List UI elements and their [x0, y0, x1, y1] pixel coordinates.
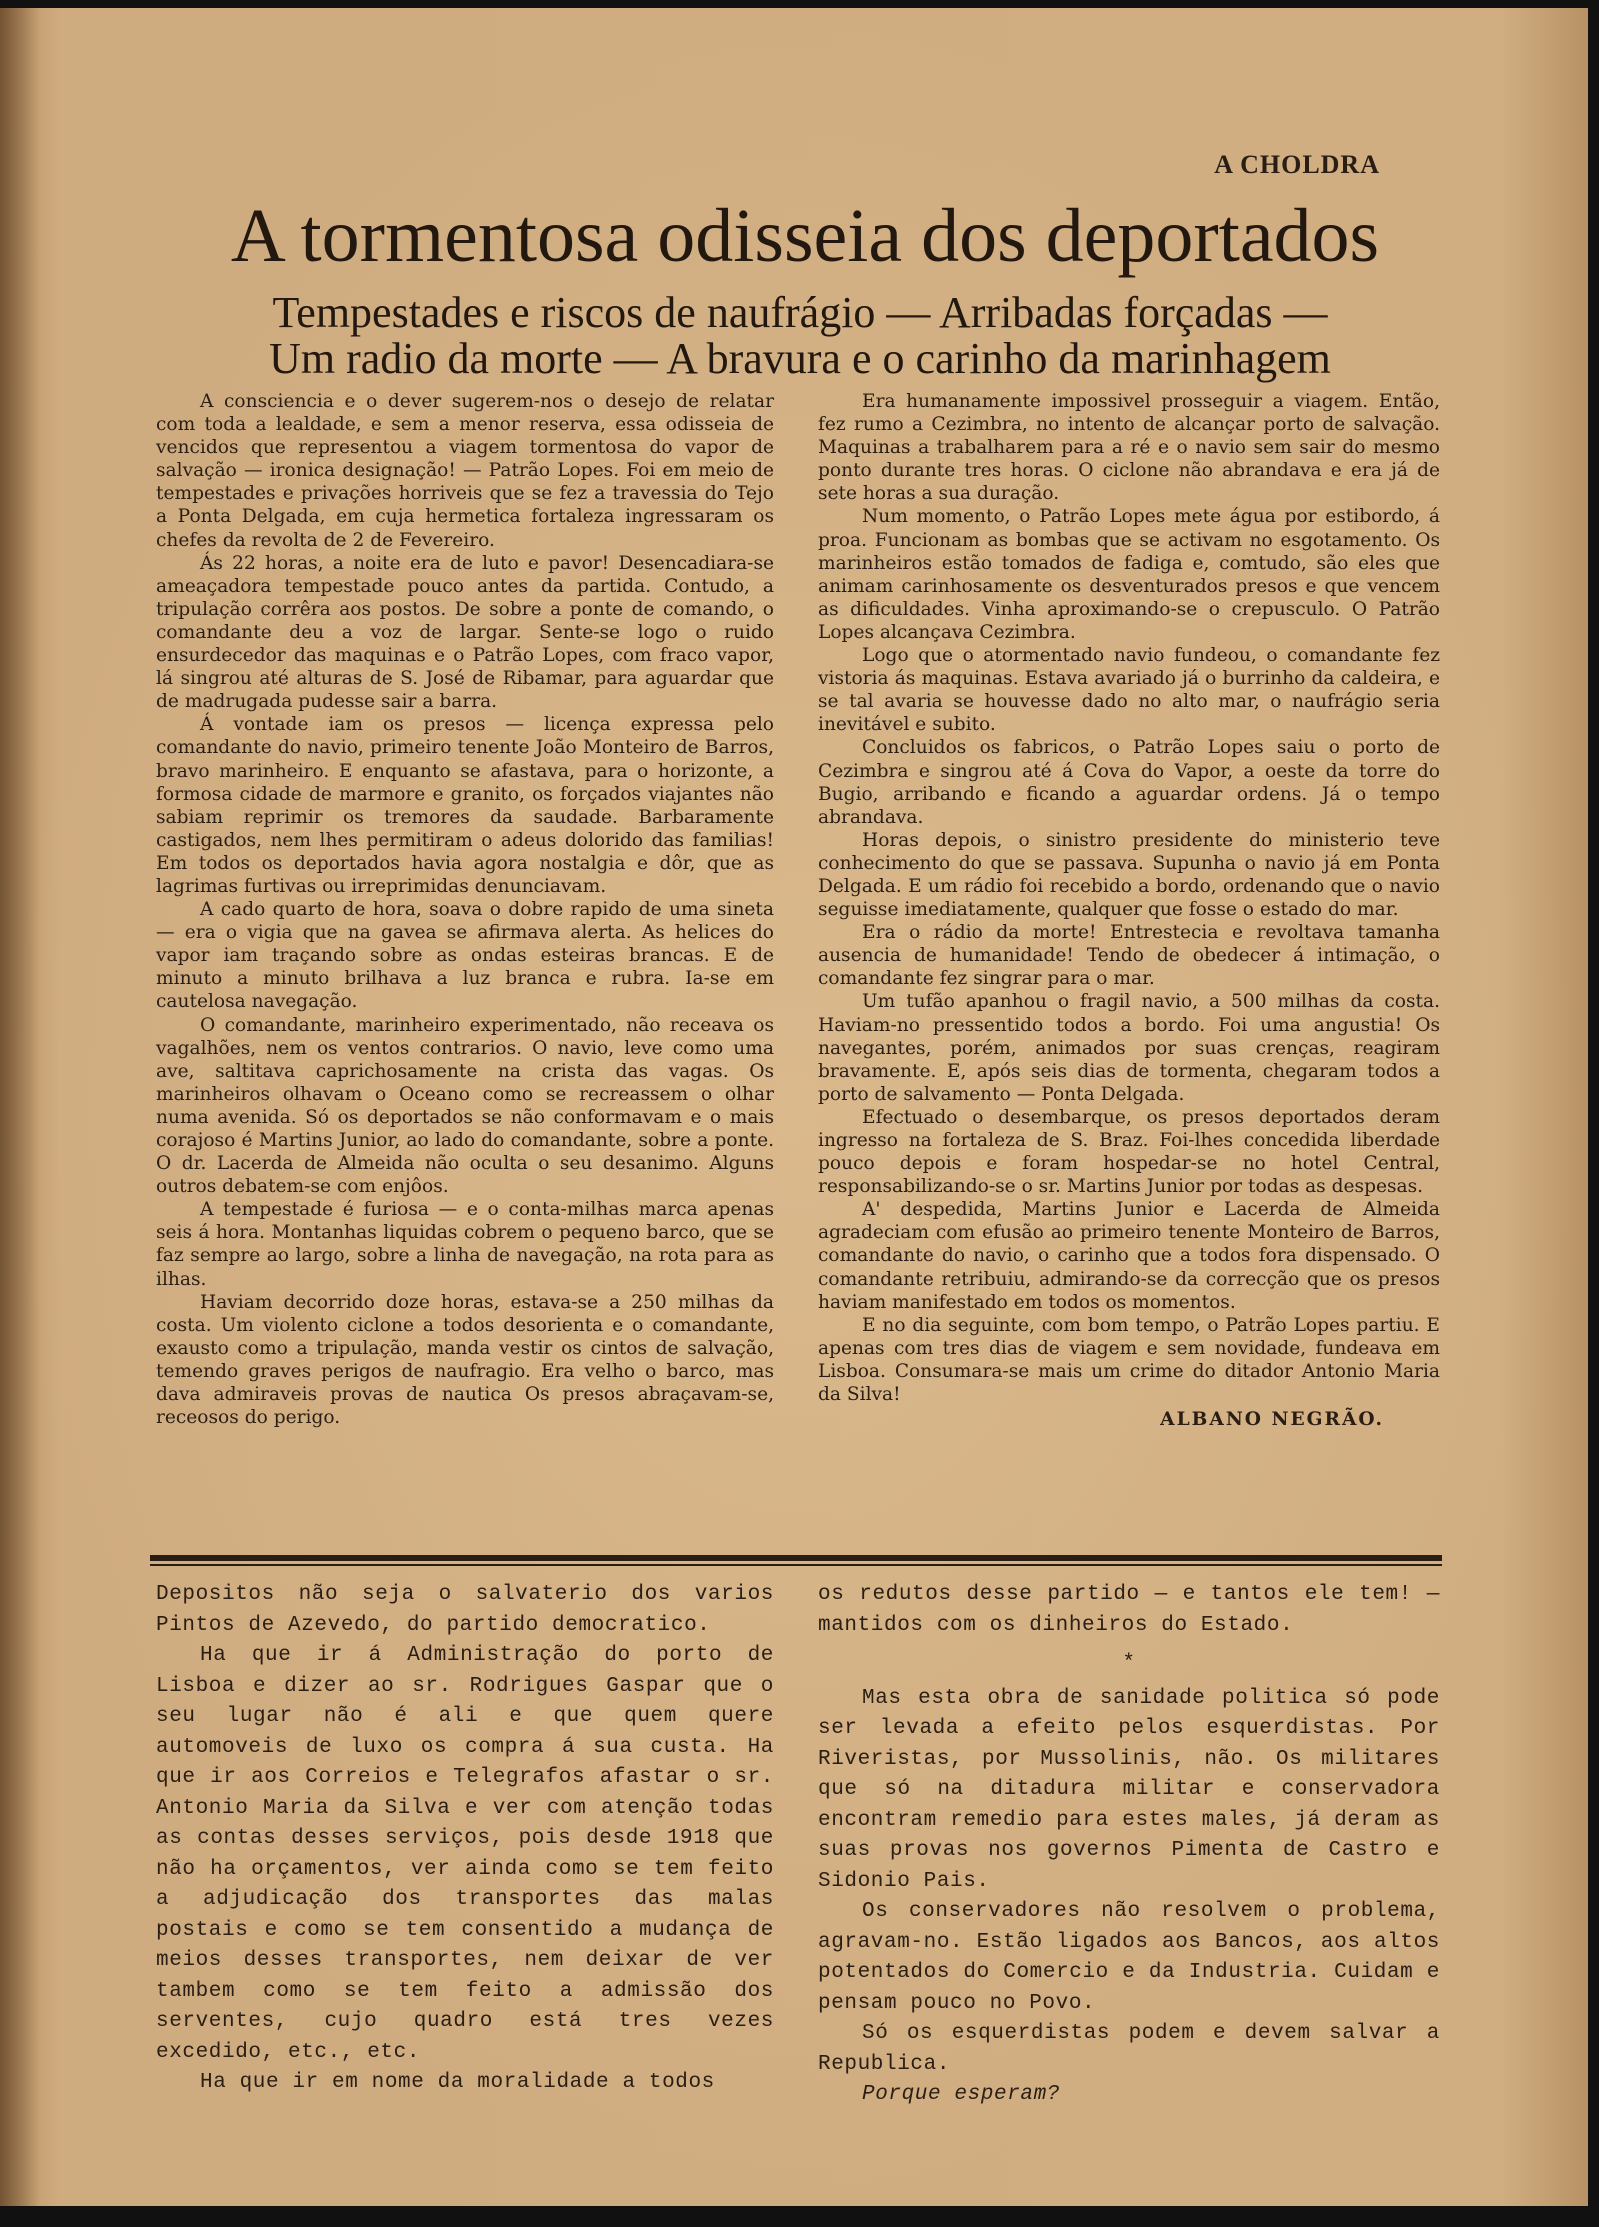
article-paragraph: Efectuado o desembarque, os presos deportados deram ingresso na fortaleza de S. Braz. Foi-lhes concedida liberdade pouco depois e foram hospedar-se no hotel Central, responsabilizando-se o sr. Martins Junior por todas as despesas.: [818, 1106, 1440, 1198]
article-paragraph: A tempestade é furiosa — e o conta-milhas marca apenas seis á hora. Montanhas liquidas cobrem o pequeno barco, que se faz sempre ao largo, sobre a linha de navegação, na rota para as ilhas.: [156, 1199, 774, 1290]
lower-column-left: [156, 1580, 774, 2094]
article-column-left: [156, 390, 774, 1545]
closing-question: Porque esperam?: [862, 2083, 1061, 2106]
article-paragraph: Concluidos os fabricos, o Patrão Lopes saiu o porto de Cezimbra e singrou até á Cova do Vapor, a oeste da torre do Bugio, arribando e ficando a aguardar ordens. Já o tempo abrandava.: [818, 737, 1440, 828]
lower-paragraph: Ha que ir á Administração do porto de Lisboa e dizer ao sr. Rodrigues Gaspar que o seu lugar não é ali e que quem quere automoveis de luxo os compra á sua custa. Ha que ir aos Correios e Telegrafos afastar o sr. Antonio Maria da Silva e ver com atenção todas as contas desses serviços, pois desde 1918 que não ha orçamentos, ver ainda como se tem feito a adjudicação dos transportes das malas postais e como se tem consentido a mudança de meios desses transportes, nem deixar de ver tambem como se tem feito a admissão dos serventes, cujo quadro está tres vezes excedido, etc., etc.: [156, 1644, 774, 2064]
lower-paragraph: Ha que ir em nome da moralidade a todos: [200, 2071, 715, 2094]
lower-paragraph: os redutos desse partido — e tantos ele tem! — mantidos com os dinheiros do Estado.: [818, 1583, 1440, 1637]
article-paragraph: Num momento, o Patrão Lopes mete água por estibordo, á proa. Funcionam as bombas que se activam no esgotamento. Os marinheiros estão tomados de fadiga e, comtudo, são eles que animam carinhosamente os desventurados presos e que vencem as dificuldades. Vinha aproximando-se o crepusculo. O Patrão Lopes alcançava Cezimbra.: [818, 506, 1440, 643]
article-paragraph: A' despedida, Martins Junior e Lacerda de Almeida agradeciam com efusão ao primeiro tenente Monteiro de Barros, comandante do navio, o carinho que a todos fora dispensado. O comandante retribuiu, admirando-se da correcção que os presos haviam manifestado em todos os momentos.: [818, 1199, 1440, 1313]
article-subheadline: [200, 290, 1400, 382]
lower-paragraph: Os conservadores não resolvem o problema, agravam-no. Estão ligados aos Bancos, aos altos potentados do Comercio e da Industria. Cuidam e pensam pouco no Povo.: [818, 1900, 1440, 2015]
newspaper-page: [0, 8, 1588, 2206]
article-paragraph: O comandante, marinheiro experimentado, não receava os vagalhões, nem os ventos contrarios. O navio, leve como uma ave, saltitava caprichosamente na crista das vagas. Os marinheiros olhavam o Oceano como se recreassem o olhar numa avenida. Só os deportados se não conformavam e o mais corajoso é Martins Junior, ao lado do comandante, sobre a ponte. O dr. Lacerda de Almeida não oculta o seu desanimo. Alguns outros debatem-se com enjôos.: [156, 1014, 774, 1198]
running-head: A CHOLDRA: [1214, 150, 1380, 179]
article-paragraph: Haviam decorrido doze horas, estava-se a 250 milhas da costa. Um violento ciclone a todos desorienta e o comandante, exausto como a tripulação, manda vestir os cintos de salvação, temendo graves perigos de naufragio. Era velho o barco, mas dava admiraveis provas de nautica Os presos abraçavam-se, receosos do perigo.: [156, 1291, 774, 1429]
article-column-right: [818, 390, 1440, 1545]
article-signature: ALBANO NEGRÃO.: [1160, 1409, 1384, 1431]
article-paragraph: A cado quarto de hora, soava o dobre rapido de uma sineta — era o vigia que na gavea se afirmava alerta. As helices do vapor iam traçando sobre as ondas esteiras brancas. E de minuto a minuto brilhava a luz branca e rubra. Ia-se em cautelosa navegação.: [156, 899, 774, 1013]
subheadline-line-1: Tempestades e riscos de naufrágio — Arribadas forçadas —: [272, 288, 1328, 337]
article-paragraph: Era o rádio da morte! Entrestecia e revoltava tamanha ausencia de humanidade! Tendo de obedecer á intimação, o comandante fez singrar para o mar.: [818, 922, 1440, 990]
article-paragraph: E no dia seguinte, com bom tempo, o Patrão Lopes partiu. E apenas com tres dias de viagem e sem novidade, fundeava em Lisboa. Consumara-se mais um crime do ditador Antonio Maria da Silva!: [818, 1314, 1440, 1406]
article-paragraph: Ás 22 horas, a noite era de luto e pavor! Desencadiara-se ameaçadora tempestade pouco antes da partida. Contudo, a tripulação corrêra aos postos. De sobre a ponte de comando, o comandante deu a voz de largar. Sente-se logo o ruido ensurdecedor das maquinas e o Patrão Lopes, com fraco vapor, lá singrou até alturas de S. José de Ribamar, para aguardar que de madrugada pudesse sair a barra.: [156, 552, 774, 713]
article-paragraph: Logo que o atormentado navio fundeou, o comandante fez vistoria ás maquinas. Estava avariado já o burrinho da caldeira, e se tal avaria se houvesse dado no alto mar, o naufrágio seria inevitável e subito.: [818, 645, 1440, 736]
lower-column-right: [818, 1580, 1440, 2106]
section-divider-heavy: [150, 1555, 1442, 1561]
article-paragraph: Um tufão apanhou o fragil navio, a 500 milhas da costa. Haviam-no pressentido todos a bordo. Foi uma angustia! Os navegantes, porém, animados por suas crenças, reagiram bravamente. E, após seis dias de tormenta, chegaram todos a porto de salvamento — Ponta Delgada.: [818, 991, 1440, 1105]
article-paragraph: Horas depois, o sinistro presidente do ministerio teve conhecimento do que se passava. Supunha o navio já em Ponta Delgada. E um rádio foi recebido a bordo, ordenando que o navio seguisse imediatamente, qualquer que fosse o estado do mar.: [818, 829, 1440, 921]
section-divider-thin: [150, 1564, 1442, 1566]
article-headline: A tormentosa odisseia dos deportados: [230, 194, 1380, 278]
page-fold-shadow: [0, 8, 40, 2206]
lower-paragraph: Só os esquerdistas podem e devem salvar a Republica.: [818, 2022, 1440, 2076]
article-paragraph: Á vontade iam os presos — licença expressa pelo comandante do navio, primeiro tenente João Monteiro de Barros, bravo marinheiro. E enquanto se afastava, para o horizonte, a formosa cidade de marmore e granito, os forçados viajantes não sabiam reprimir os tremores da saudade. Barbaramente castigados, nem lhes permitiram o adeus dolorido das familias! Em todos os deportados havia agora nostalgia e dôr, que as lagrimas furtivas ou irreprimidas denunciavam.: [156, 714, 774, 897]
lower-paragraph: Mas esta obra de sanidade politica só pode ser levada a efeito pelos esquerdistas. Por Riveristas, por Mussolinis, não. Os militares que só na ditadura militar e conservadora encontram remedio para estes males, já deram as suas provas nos governos Pimenta de Castro e Sidonio Pais.: [818, 1686, 1440, 1893]
section-star-separator: *: [1122, 1652, 1136, 1675]
article-paragraph: Era humanamente impossivel prosseguir a viagem. Então, fez rumo a Cezimbra, no intento de alcançar porto de salvação. Maquinas a trabalharem para a ré e o navio sem sair do mesmo ponto durante tres horas. O ciclone não abrandava e era já de sete horas a sua duração.: [818, 391, 1440, 505]
lower-paragraph: Depositos não seja o salvaterio dos varios Pintos de Azevedo, do partido democratico.: [156, 1583, 774, 1637]
subheadline-line-2: Um radio da morte — A bravura e o carinho da marinhagem: [269, 334, 1331, 383]
article-paragraph: A consciencia e o dever sugerem-nos o desejo de relatar com toda a lealdade, e sem a menor reserva, essa odisseia de vencidos que representou a viagem tormentosa do vapor de salvação — ironica designação! — Patrão Lopes. Foi em meio de tempestades e privações horriveis que se fez a travessia do Tejo a Ponta Delgada, em cuja hermetica fortaleza ingressaram os chefes da revolta de 2 de Fevereiro.: [156, 391, 774, 551]
